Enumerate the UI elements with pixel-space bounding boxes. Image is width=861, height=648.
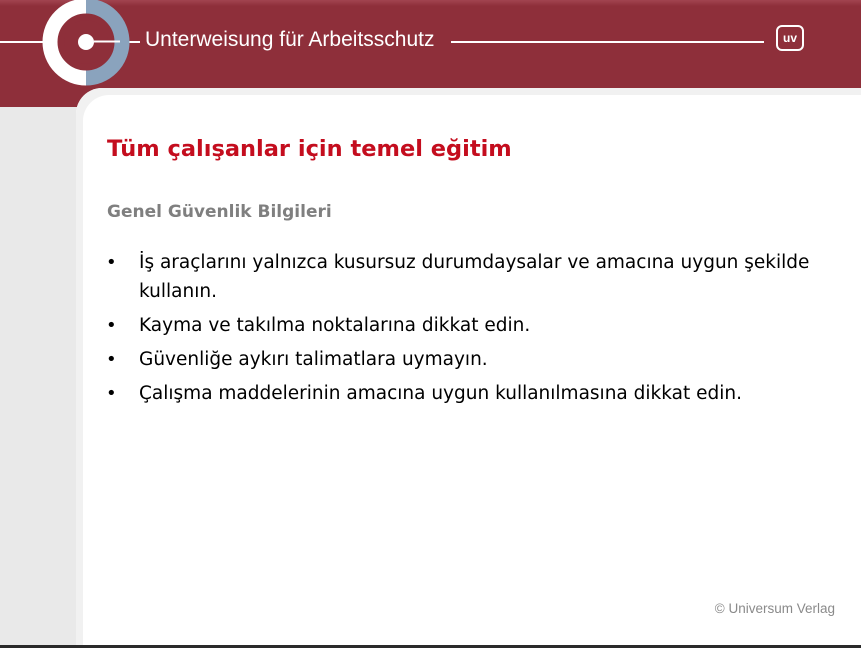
- list-item: [106, 311, 846, 340]
- list-item: [106, 345, 846, 374]
- bullet-text: İş araçlarını yalnızca kusursuz durumdaysalar ve amacına uygun şekilde kullanın.: [139, 252, 810, 302]
- header-rule-right: [451, 41, 764, 43]
- bullet-icon: •: [106, 252, 117, 273]
- bullet-text: Çalışma maddelerinin amacına uygun kullanılmasına dikkat edin.: [139, 383, 742, 404]
- bullet-text: Kayma ve takılma noktalarına dikkat edin.: [139, 315, 531, 336]
- list-item: [106, 248, 846, 306]
- uv-logo-badge: uv: [776, 25, 804, 51]
- slide-title: Tüm çalışanlar için temel eğitim: [107, 136, 512, 162]
- copyright-footer: © Universum Verlag: [714, 601, 835, 616]
- bullet-text: Güvenliğe aykırı talimatlara uymayın.: [139, 349, 488, 370]
- ring-logo-icon: [38, 0, 134, 92]
- bullet-list: [106, 248, 846, 413]
- bullet-icon: •: [106, 315, 117, 336]
- bullet-icon: •: [106, 383, 117, 404]
- bullet-icon: •: [106, 349, 117, 370]
- header-title: Unterweisung für Arbeitsschutz: [145, 28, 435, 51]
- slide-subtitle: Genel Güvenlik Bilgileri: [107, 202, 332, 222]
- list-item: [106, 379, 846, 408]
